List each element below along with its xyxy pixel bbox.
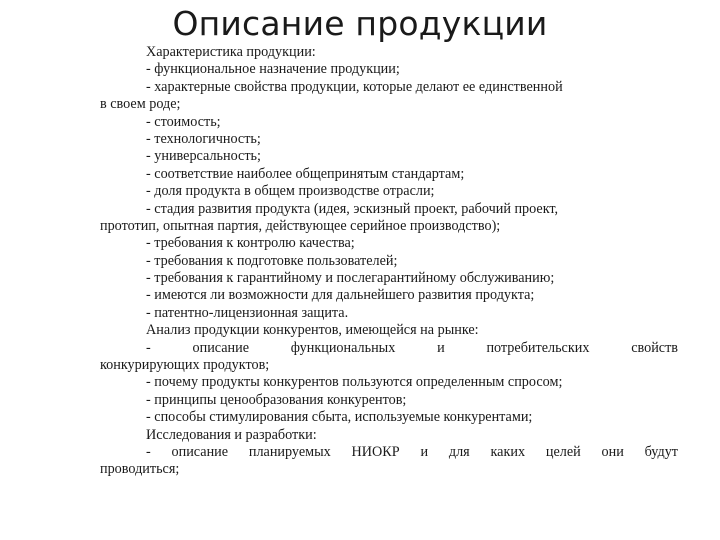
doc-line-section-heading: Характеристика продукции: — [146, 44, 316, 60]
doc-line: - способы стимулирования сбыта, используемые конкурентами; — [146, 409, 533, 426]
doc-line: - описание планируемых НИОКР и для каких целей они будут — [146, 443, 678, 460]
doc-line: прототип, опытная партия, действующее серийное производство); — [100, 217, 501, 234]
doc-line: - принципы ценообразования конкурентов; — [146, 391, 407, 408]
doc-line: конкурирующих продуктов; — [100, 357, 270, 374]
doc-line: - почему продукты конкурентов пользуются определенным спросом; — [146, 374, 563, 391]
doc-line: - функциональное назначение продукции; — [146, 61, 400, 78]
doc-line: - имеются ли возможности для дальнейшего развития продукта; — [146, 287, 535, 304]
doc-line: - стоимость; — [146, 113, 221, 130]
doc-line: - технологичность; — [146, 130, 261, 147]
doc-line: проводиться; — [100, 461, 180, 478]
document-scan — [100, 44, 678, 479]
doc-line-section-heading: Исследования и разработки: — [146, 426, 317, 443]
doc-line: - характерные свойства продукции, которые делают ее единственной — [146, 78, 563, 95]
doc-line: - требования к контролю качества; — [146, 235, 355, 252]
doc-line: - стадия развития продукта (идея, эскизный проект, рабочий проект, — [146, 200, 559, 217]
doc-line: - требования к подготовке пользователей; — [146, 252, 398, 269]
slide-title: Описание продукции — [172, 4, 548, 43]
doc-line-section-heading: Анализ продукции конкурентов, имеющейся на рынке: — [146, 322, 479, 339]
doc-line: - соответствие наиболее общепринятым стандартам; — [146, 165, 465, 182]
doc-line: - описание функциональных и потребительских свойств — [146, 339, 678, 356]
doc-line: в своем роде; — [100, 96, 181, 113]
doc-line: - патентно-лицензионная защита. — [146, 304, 349, 321]
doc-line: - универсальность; — [146, 148, 261, 165]
doc-line: - доля продукта в общем производстве отрасли; — [146, 183, 435, 200]
doc-line: - требования к гарантийному и послегарантийному обслуживанию; — [146, 270, 555, 287]
